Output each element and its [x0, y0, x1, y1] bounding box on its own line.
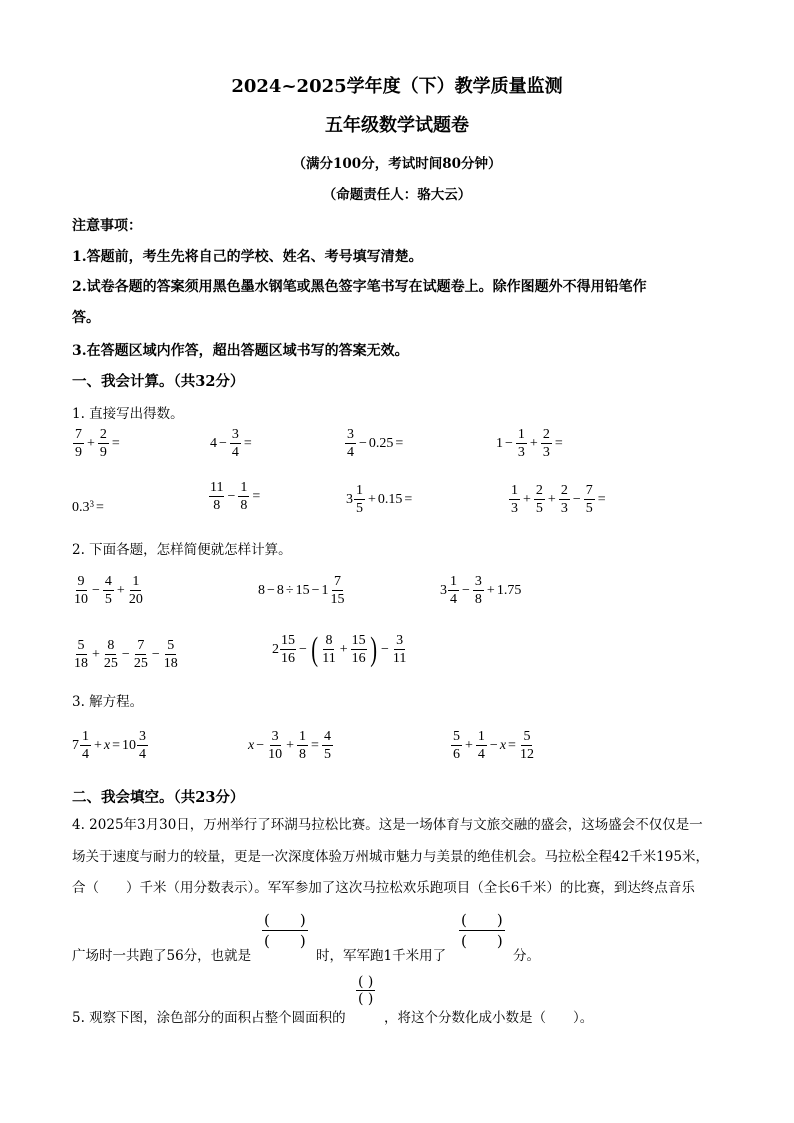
equation-1: 7 $\frac{1}{4}$ + x = 10 $\frac{3}{4}$	[72, 729, 147, 762]
calc-1-3: $\frac{3}{4}$ − 0.25 =	[347, 427, 404, 460]
fraction: $\frac{3}{10}$	[268, 729, 283, 762]
fraction: $\frac{1}{8}$	[240, 480, 248, 513]
note-item-3: 3.在答题区域内作答，超出答题区域书写的答案无效。	[72, 343, 409, 359]
page-title: 2024~2025学年度（下）教学质量监测	[231, 76, 563, 97]
fraction: $\frac{1}{4}$	[450, 574, 457, 607]
fraction: $\frac{3}{4}$	[139, 729, 147, 762]
calc-1-6: $\frac{11}{8}$ − $\frac{1}{8}$ =	[210, 480, 261, 513]
calc-2-4: $\frac{5}{18}$ + $\frac{8}{25}$ − $\frac{7}{25}$ − $\frac{5}{18}$	[74, 638, 178, 671]
notes-heading: 注意事项：	[72, 218, 142, 234]
q4-line-2: 场关于速度与耐力的较量，更是一次深度体验万州城市魅力与美景的绝佳机会。马拉松全程42千米195米，	[72, 849, 709, 865]
fraction: $\frac{2}{3}$	[560, 483, 568, 516]
question-2: 2. 下面各题，怎样简便就怎样计算。	[72, 542, 292, 558]
calc-1-7: 3 $\frac{1}{5}$ + 0.15 =	[346, 483, 413, 516]
score-time-note: （满分100分，考试时间80分钟）	[292, 156, 502, 172]
answer-blank-fraction[interactable]: ( ) ( )	[461, 911, 503, 950]
fraction: $\frac{1}{3}$	[511, 483, 518, 516]
note-item-2-cont: 答。	[72, 310, 100, 326]
calc-1-4: 1 − $\frac{1}{3}$ + $\frac{2}{3}$ =	[496, 427, 563, 460]
fraction: $\frac{4}{5}$	[104, 574, 112, 607]
q4-line-4-part2: 时，军军跑1千米用了	[316, 948, 447, 964]
equation-2: x − $\frac{3}{10}$ + $\frac{1}{8}$ = $\frac{4}{5}$	[248, 729, 331, 762]
fraction: $\frac{1}{5}$	[356, 483, 363, 516]
fraction: $\frac{5}{18}$	[74, 638, 88, 671]
section1-heading: 一、我会计算。（共32分）	[72, 373, 245, 390]
fraction: $\frac{2}{9}$	[99, 427, 107, 460]
fraction: $\frac{8}{11}$	[322, 633, 336, 666]
calc-1-2: 4 − $\frac{3}{4}$ =	[210, 427, 252, 460]
fraction: $\frac{15}{16}$	[281, 633, 295, 666]
section2-heading: 二、我会填空。（共23分）	[72, 789, 245, 806]
fraction: $\frac{3}{11}$	[392, 633, 407, 666]
fraction: $\frac{1}{3}$	[517, 427, 525, 460]
q5-part1: 5. 观察下图，涂色部分的面积占整个圆面积的	[72, 1010, 346, 1026]
fraction: $\frac{7}{15}$	[330, 574, 345, 607]
fraction: $\frac{1}{20}$	[128, 574, 143, 607]
fraction: $\frac{15}{16}$	[351, 633, 366, 666]
answer-blank-fraction[interactable]: ( ) ( )	[358, 974, 374, 1007]
fraction: $\frac{3}{4}$	[231, 427, 239, 460]
fraction: $\frac{9}{10}$	[74, 574, 88, 607]
fraction: $\frac{7}{25}$	[133, 638, 148, 671]
calc-1-8: $\frac{1}{3}$ + $\frac{2}{5}$ + $\frac{2}{3}$ − $\frac{7}{5}$ =	[511, 483, 606, 516]
q4-line-1: 4. 2025年3月30日，万州举行了环湖马拉松比赛。这是一场体育与文旅交融的盛会，这场盛会不仅仅是一	[72, 817, 703, 833]
calc-2-2: 8 − 8 ÷ 15 − 1 $\frac{7}{15}$	[258, 574, 345, 607]
equation-3: $\frac{5}{6}$ + $\frac{1}{4}$ − x = $\frac{5}{12}$	[453, 729, 534, 762]
calc-1-1: $\frac{7}{9}$ + $\frac{2}{9}$ =	[75, 427, 120, 460]
fraction: $\frac{11}{8}$	[210, 480, 224, 513]
fraction: $\frac{2}{3}$	[542, 427, 550, 460]
question-1: 1. 直接写出得数。	[72, 406, 184, 422]
q4-line-3: 合（ ）千米（用分数表示）。军军参加了这次马拉松欢乐跑项目（全长6千米）的比赛，到达终点音乐	[72, 880, 695, 896]
fraction: $\frac{1}{4}$	[477, 729, 485, 762]
calc-2-5: 2 $\frac{15}{16}$ − ( $\frac{8}{11}$ + $\frac{15}{16}$ ) − $\frac{3}{11}$	[272, 630, 407, 668]
fraction: $\frac{5}{6}$	[453, 729, 460, 762]
fraction: $\frac{4}{5}$	[323, 729, 331, 762]
fraction: $\frac{8}{25}$	[103, 638, 118, 671]
note-item-2: 2.试卷各题的答案须用黑色墨水钢笔或黑色签字笔书写在试题卷上。除作图题外不得用铅笔作	[72, 279, 647, 295]
fraction: $\frac{3}{4}$	[347, 427, 354, 460]
note-item-1: 1.答题前，考生先将自己的学校、姓名、考号填写清楚。	[72, 249, 423, 265]
calc-2-3: 3 $\frac{1}{4}$ − $\frac{3}{8}$ + 1.75	[440, 574, 522, 607]
author-note: （命题责任人：骆大云）	[322, 187, 472, 203]
page-subtitle: 五年级数学试题卷	[325, 115, 469, 136]
question-3: 3. 解方程。	[72, 694, 144, 710]
fraction: $\frac{7}{5}$	[585, 483, 593, 516]
fraction: $\frac{1}{8}$	[299, 729, 307, 762]
fraction: $\frac{3}{8}$	[474, 574, 482, 607]
fraction: $\frac{7}{9}$	[75, 427, 82, 460]
q5-part2: ，将这个分数化成小数是（ ）。	[384, 1010, 594, 1026]
q4-line-4-part3: 分。	[513, 948, 540, 964]
calc-2-1: $\frac{9}{10}$ − $\frac{4}{5}$ + $\frac{1}{20}$	[74, 574, 143, 607]
answer-blank-fraction[interactable]: ( ) ( )	[264, 911, 306, 950]
fraction: $\frac{5}{18}$	[163, 638, 178, 671]
fraction: $\frac{1}{4}$	[82, 729, 89, 762]
q4-line-4-part1: 广场时一共跑了56分，也就是	[72, 948, 252, 964]
fraction: $\frac{2}{5}$	[535, 483, 543, 516]
calc-1-5: 0.3 $^3$ =	[72, 499, 104, 515]
fraction: $\frac{5}{12}$	[519, 729, 534, 762]
